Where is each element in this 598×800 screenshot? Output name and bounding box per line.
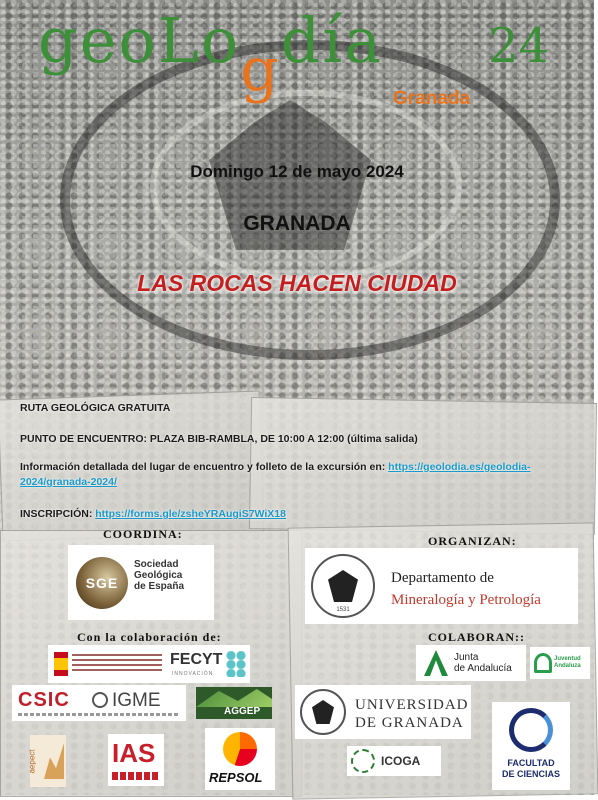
registration-label: INSCRIPCIÓN: <box>20 508 96 520</box>
csic-mark: CSIC <box>18 689 70 711</box>
icoga-mark: ICOGA <box>381 754 421 768</box>
junta-a-icon <box>424 650 448 676</box>
igme-globe-icon <box>92 692 108 708</box>
info-text: Información detallada del lugar de encuentro y folleto de la excursión en: <box>20 461 389 473</box>
universidad-granada-logo <box>295 685 471 739</box>
aepect-emblem-icon <box>44 743 64 779</box>
title-g: g <box>240 35 281 105</box>
junta-line2: de Andalucía <box>454 663 512 674</box>
title-part1: geoLo <box>38 4 241 77</box>
repsol-logo <box>205 728 275 790</box>
event-city: GRANADA <box>243 212 351 235</box>
ugr-shield-icon <box>300 689 346 735</box>
aggep-hill-icon <box>196 687 272 707</box>
meeting-point-text: PUNTO DE ENCUENTRO: PLAZA BIB-RAMBLA, DE 10:00 A 12:00 (última salida) <box>20 433 418 445</box>
sge-line1: Sociedad <box>134 559 179 570</box>
label-colaboracion: Con la colaboración de: <box>77 630 222 644</box>
sge-mark: SGE <box>85 575 119 591</box>
gobierno-fecyt-logo <box>48 645 250 683</box>
ugr-line2: DE GRANADA <box>355 715 464 731</box>
juventud-figure-icon <box>534 653 552 673</box>
juventud-line2: Andaluza <box>554 663 581 669</box>
junta-line1: Junta <box>454 652 479 663</box>
sge-line4: España <box>148 581 185 592</box>
fecyt-dots-icon <box>226 651 246 677</box>
title-part2: día <box>280 4 384 77</box>
facultad-name <box>492 758 570 780</box>
facultad-line1: FACULTAD <box>507 758 555 768</box>
label-coordina: COORDINA: <box>103 527 183 541</box>
ugr-seal-icon <box>311 554 375 618</box>
dept-line1: Departamento de <box>391 570 494 586</box>
event-slogan: LAS ROCAS HACEN CIUDAD <box>137 270 457 296</box>
igme-mark: IGME <box>112 690 161 711</box>
ugr-line1: UNIVERSIDAD <box>355 697 469 713</box>
geolodia-title <box>38 4 384 105</box>
title-number: 24 <box>488 18 550 74</box>
juventud-line1: Juventud <box>554 656 581 662</box>
event-date: Domingo 12 de mayo 2024 <box>190 162 404 181</box>
juventud-andaluza-logo <box>530 647 590 679</box>
fecyt-sub: INNOVACIÓN <box>172 671 214 677</box>
csic-igme-logo <box>12 685 186 721</box>
facultad-ciencias-logo <box>492 702 570 790</box>
info-link[interactable]: https://geolodia.es/geolodia- <box>388 461 531 473</box>
repsol-mark: REPSOL <box>209 770 263 785</box>
sge-logo <box>68 545 214 620</box>
aepect-logo <box>27 735 66 787</box>
sge-line3: de <box>134 581 146 592</box>
ias-logo <box>108 734 164 786</box>
sge-line2: Geológica <box>134 570 183 581</box>
ugr-name <box>355 696 469 732</box>
juventud-name <box>554 656 581 670</box>
info-link-continued[interactable]: 2024/granada-2024/ <box>20 476 117 488</box>
icoga-logo <box>347 746 441 776</box>
icoga-emblem-icon <box>351 749 375 773</box>
dept-line2 <box>391 592 541 609</box>
subtitle-city: Granada <box>393 88 471 109</box>
registration-row <box>20 508 286 520</box>
dept-word1: Mineralogía <box>391 592 465 608</box>
ministry-text-block <box>72 654 162 674</box>
junta-andalucia-logo <box>416 645 526 681</box>
info-paragraph <box>20 460 580 490</box>
aggep-logo <box>196 687 272 719</box>
sge-name <box>134 559 184 592</box>
departamento-logo <box>305 548 578 624</box>
sge-line34 <box>134 581 184 592</box>
dept-word2: y Petrología <box>468 592 541 608</box>
aepect-mark: aepect <box>27 749 37 774</box>
seal-year: 1531 <box>336 607 350 613</box>
ias-mark: IAS <box>112 738 156 768</box>
route-text: RUTA GEOLÓGICA GRATUITA <box>20 402 171 414</box>
repsol-flame-icon <box>223 732 257 766</box>
registration-link[interactable]: https://forms.gle/zsheYRAugiS7WiX18 <box>95 508 286 520</box>
spain-flag-icon <box>54 652 68 676</box>
csic-igme-subtext <box>18 713 178 716</box>
facultad-emblem-icon <box>509 708 553 752</box>
ias-bar-icon <box>112 772 160 780</box>
aggep-mark: AGGEP <box>224 706 261 717</box>
label-organizan: ORGANIZAN: <box>428 534 517 548</box>
sge-emblem <box>76 557 128 609</box>
facultad-line2: DE CIENCIAS <box>501 769 560 779</box>
junta-name <box>454 652 512 674</box>
fecyt-mark: FECYT <box>170 651 223 668</box>
label-colaboran: COLABORAN:: <box>428 630 525 644</box>
